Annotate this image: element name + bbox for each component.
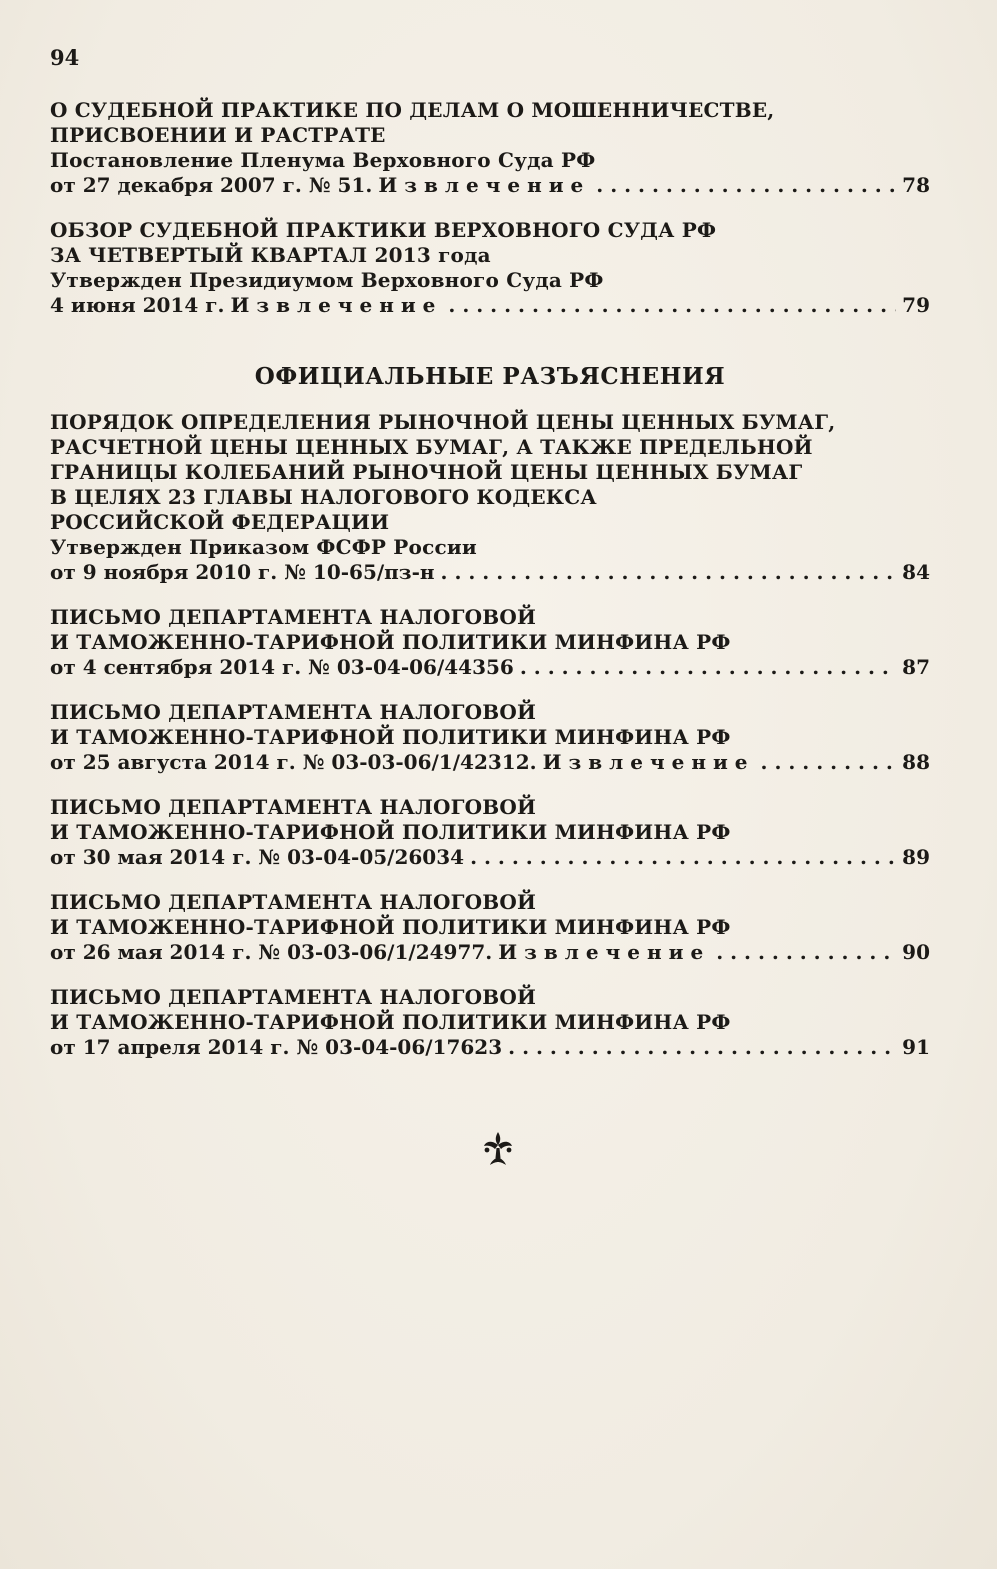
toc-entry-page-number: 79 — [902, 293, 930, 317]
toc-entry-title-line: ПИСЬМО ДЕПАРТАМЕНТА НАЛОГОВОЙ — [50, 985, 537, 1009]
toc-entry-title-line: ЗА ЧЕТВЕРТЫЙ КВАРТАЛ 2013 года — [50, 243, 491, 267]
toc-entry-title-line: И ТАМОЖЕННО-ТАРИФНОЙ ПОЛИТИКИ МИНФИНА РФ — [50, 1010, 731, 1034]
toc-entry-title-line: О СУДЕБНОЙ ПРАКТИКЕ ПО ДЕЛАМ О МОШЕННИЧЕСТВЕ, — [50, 98, 775, 122]
toc-entry-title-line: Утвержден Приказом ФСФР России — [50, 535, 477, 559]
toc-entry-title-line: И ТАМОЖЕННО-ТАРИФНОЙ ПОЛИТИКИ МИНФИНА РФ — [50, 915, 731, 939]
toc-entry-reference-line — [50, 750, 930, 775]
table-of-contents — [50, 98, 930, 1060]
toc-entry-reference-line — [50, 560, 930, 585]
toc-entry-reference: от 26 мая 2014 г. № 03-03-06/1/24977. — [50, 940, 493, 964]
toc-entry-reference: от 4 сентября 2014 г. № 03-04-06/44356 — [50, 655, 514, 679]
toc-entry-page-number: 87 — [902, 655, 930, 679]
toc-entry-extract-label: Извлечение — [542, 750, 755, 774]
dot-leader — [441, 560, 896, 585]
toc-entry-page-number: 78 — [902, 173, 930, 197]
toc-entry-reference: от 27 декабря 2007 г. № 51. — [50, 173, 373, 197]
toc-entry[interactable] — [50, 218, 930, 318]
toc-entry-title-line: ПИСЬМО ДЕПАРТАМЕНТА НАЛОГОВОЙ — [50, 795, 537, 819]
page-number: 94 — [50, 45, 80, 70]
toc-group-after — [50, 410, 930, 1060]
toc-entry-reference: от 25 августа 2014 г. № 03-03-06/1/42312. — [50, 750, 537, 774]
dot-leader — [716, 940, 896, 965]
toc-entry-title-line: ПИСЬМО ДЕПАРТАМЕНТА НАЛОГОВОЙ — [50, 605, 537, 629]
toc-entry-reference-line — [50, 1035, 930, 1060]
toc-entry-extract-label: Извлечение — [378, 173, 591, 197]
toc-entry-page-number: 90 — [902, 940, 930, 964]
toc-entry-title-line: ПОРЯДОК ОПРЕДЕЛЕНИЯ РЫНОЧНОЙ ЦЕНЫ ЦЕННЫХ БУМАГ, — [50, 410, 836, 434]
toc-entry-title-line: ПИСЬМО ДЕПАРТАМЕНТА НАЛОГОВОЙ — [50, 700, 537, 724]
section-heading: ОФИЦИАЛЬНЫЕ РАЗЪЯСНЕНИЯ — [254, 363, 726, 390]
toc-entry-extract-label: Извлечение — [230, 293, 443, 317]
toc-entry[interactable] — [50, 605, 930, 680]
toc-entry-page-number: 84 — [902, 560, 930, 584]
toc-entry-title-line: Утвержден Президиумом Верховного Суда РФ — [50, 268, 604, 292]
dot-leader — [596, 173, 896, 198]
toc-entry-reference-line — [50, 173, 930, 198]
toc-entry-title-line: И ТАМОЖЕННО-ТАРИФНОЙ ПОЛИТИКИ МИНФИНА РФ — [50, 820, 731, 844]
toc-entry-title-line: ПРИСВОЕНИИ И РАСТРАТЕ — [50, 123, 386, 147]
toc-entry-reference: 4 июня 2014 г. — [50, 293, 225, 317]
toc-entry-reference: от 30 мая 2014 г. № 03-04-05/26034 — [50, 845, 465, 869]
toc-entry[interactable] — [50, 795, 930, 870]
toc-entry-title-line: И ТАМОЖЕННО-ТАРИФНОЙ ПОЛИТИКИ МИНФИНА РФ — [50, 725, 731, 749]
toc-entry-extract-label: Извлечение — [498, 940, 711, 964]
dot-leader — [448, 293, 896, 318]
toc-entry-page-number: 89 — [902, 845, 930, 869]
toc-entry[interactable] — [50, 410, 930, 585]
dot-leader — [508, 1035, 896, 1060]
toc-entry-title-line: РАСЧЕТНОЙ ЦЕНЫ ЦЕННЫХ БУМАГ, А ТАКЖЕ ПРЕДЕЛЬНОЙ — [50, 435, 813, 459]
toc-entry-title-line: И ТАМОЖЕННО-ТАРИФНОЙ ПОЛИТИКИ МИНФИНА РФ — [50, 630, 731, 654]
toc-entry[interactable] — [50, 98, 930, 198]
fleuron-icon — [478, 1128, 518, 1168]
toc-entry-page-number: 91 — [902, 1035, 930, 1059]
toc-entry[interactable] — [50, 985, 930, 1060]
toc-entry-reference-line — [50, 940, 930, 965]
dot-leader — [520, 655, 896, 680]
toc-entry-reference-line — [50, 845, 930, 870]
toc-entry-title-line: РОССИЙСКОЙ ФЕДЕРАЦИИ — [50, 510, 390, 534]
toc-entry-title-line: ОБЗОР СУДЕБНОЙ ПРАКТИКИ ВЕРХОВНОГО СУДА РФ — [50, 218, 717, 242]
toc-entry-title-line: ГРАНИЦЫ КОЛЕБАНИЙ РЫНОЧНОЙ ЦЕНЫ ЦЕННЫХ БУМАГ — [50, 460, 803, 484]
toc-entry[interactable] — [50, 890, 930, 965]
toc-entry-reference: от 9 ноября 2010 г. № 10-65/пз-н — [50, 560, 435, 584]
toc-entry-reference-line — [50, 655, 930, 680]
toc-entry-page-number: 88 — [902, 750, 930, 774]
toc-entry-title-line: ПИСЬМО ДЕПАРТАМЕНТА НАЛОГОВОЙ — [50, 890, 537, 914]
toc-group-before — [50, 98, 930, 318]
toc-entry-title-line: Постановление Пленума Верховного Суда РФ — [50, 148, 596, 172]
toc-entry[interactable] — [50, 700, 930, 775]
toc-entry-title-line: В ЦЕЛЯХ 23 ГЛАВЫ НАЛОГОВОГО КОДЕКСА — [50, 485, 597, 509]
toc-entry-reference-line — [50, 293, 930, 318]
toc-entry-reference: от 17 апреля 2014 г. № 03-04-06/17623 — [50, 1035, 503, 1059]
dot-leader — [470, 845, 896, 870]
dot-leader — [761, 750, 896, 775]
